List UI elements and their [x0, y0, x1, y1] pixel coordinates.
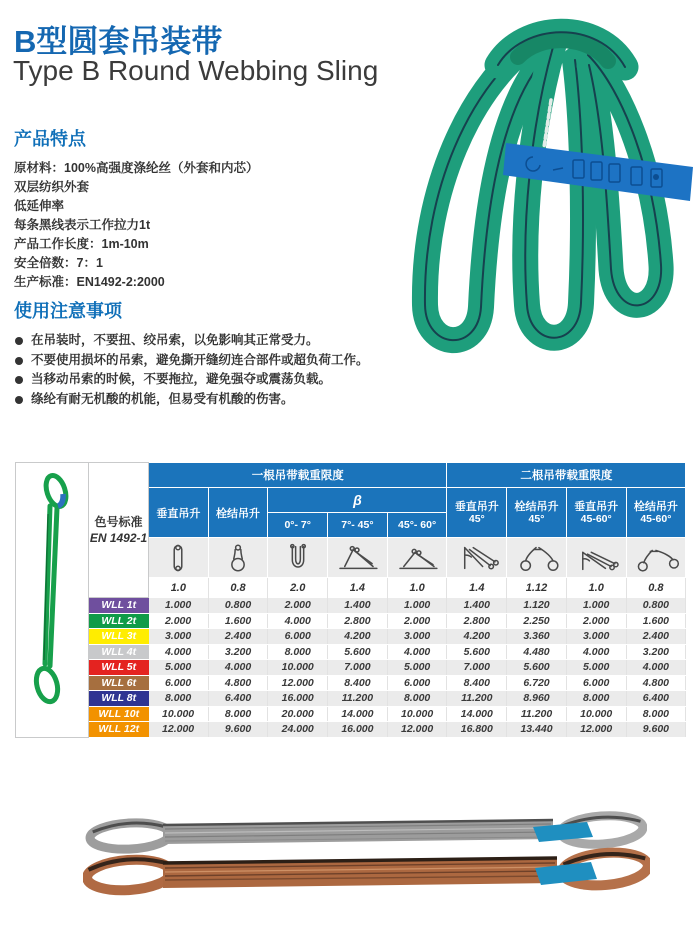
- value-cell: 11.200: [507, 706, 567, 722]
- value-cell: 14.000: [328, 706, 388, 722]
- value-cell: 10.000: [566, 706, 626, 722]
- value-cell: 4.000: [626, 660, 686, 676]
- value-cell: 1.400: [447, 598, 507, 614]
- wll-badge: WLL 3t: [89, 629, 149, 645]
- value-cell: 1.000: [387, 598, 447, 614]
- value-cell: 2.000: [149, 613, 209, 629]
- twoleg-sub: 45°: [468, 512, 485, 525]
- value-cell: 20.000: [268, 706, 328, 722]
- value-cell: 2.800: [447, 613, 507, 629]
- value-cell: 4.000: [149, 644, 209, 660]
- value-cell: 4.000: [208, 660, 268, 676]
- value-cell: 10.000: [149, 706, 209, 722]
- color-standard-cell: [89, 463, 149, 598]
- flat-sling-brown-image: [83, 845, 650, 899]
- value-cell: 2.800: [328, 613, 388, 629]
- basket-45-60-icon: [387, 538, 447, 578]
- col-header-choke: 栓结吊升: [208, 488, 268, 538]
- table-row: [16, 722, 686, 738]
- precaution-text: 当移动吊索的时候，不要拖拉，避免强夺或震荡负载。: [31, 372, 332, 386]
- value-cell: 5.000: [387, 660, 447, 676]
- value-cell: 12.000: [149, 722, 209, 738]
- value-cell: 2.000: [387, 613, 447, 629]
- table-row: [16, 598, 686, 614]
- value-cell: 11.200: [328, 691, 388, 707]
- value-cell: 3.200: [626, 644, 686, 660]
- value-cell: 3.000: [149, 629, 209, 645]
- value-cell: 6.000: [387, 675, 447, 691]
- value-cell: 7.000: [328, 660, 388, 676]
- bullet-icon: [15, 357, 23, 365]
- value-cell: 16.000: [268, 691, 328, 707]
- value-cell: 3.000: [387, 629, 447, 645]
- value-cell: 5.600: [447, 644, 507, 660]
- feature-item: 原材料：100%高强度涤纶丝（外套和内芯）: [14, 161, 259, 175]
- factor-cell: 1.12: [507, 578, 567, 598]
- value-cell: 10.000: [387, 706, 447, 722]
- value-cell: 16.800: [447, 722, 507, 738]
- color-standard-label: 色号标准: [94, 515, 143, 529]
- product-photo-image: [403, 5, 700, 403]
- value-cell: 1.120: [507, 598, 567, 614]
- twoleg-label: 垂直吊升: [454, 500, 499, 513]
- vertical-single-icon: [149, 538, 209, 578]
- value-cell: 3.000: [566, 629, 626, 645]
- table-row: [16, 706, 686, 722]
- wll-badge: WLL 10t: [89, 706, 149, 722]
- factor-cell: 1.0: [387, 578, 447, 598]
- value-cell: 4.480: [507, 644, 567, 660]
- value-cell: 2.000: [268, 598, 328, 614]
- table-row: [16, 675, 686, 691]
- value-cell: 2.000: [566, 613, 626, 629]
- value-cell: 2.400: [208, 629, 268, 645]
- precaution-item: [14, 390, 454, 410]
- bullet-icon: [15, 376, 23, 384]
- factor-cell: 1.4: [328, 578, 388, 598]
- value-cell: 4.200: [447, 629, 507, 645]
- blue-wrap: [58, 494, 63, 506]
- value-cell: 6.400: [208, 691, 268, 707]
- twoleg-label: 栓结吊升: [514, 500, 559, 513]
- value-cell: 8.000: [387, 691, 447, 707]
- two-leg-choke-45-icon: [507, 538, 567, 578]
- factor-cell: 2.0: [268, 578, 328, 598]
- value-cell: 4.000: [268, 613, 328, 629]
- basket-0-7-icon: [268, 538, 328, 578]
- twoleg-label: 垂直吊升: [574, 500, 619, 513]
- sling-diagram-cell: [16, 463, 89, 738]
- value-cell: 14.000: [447, 706, 507, 722]
- features-heading: 产品特点: [14, 129, 86, 149]
- angle-header-7-45: 7°- 45°: [328, 513, 388, 538]
- value-cell: 4.200: [328, 629, 388, 645]
- value-cell: 6.000: [566, 675, 626, 691]
- value-cell: 4.000: [566, 644, 626, 660]
- twoleg-label: 栓结吊升: [633, 500, 678, 513]
- value-cell: 8.960: [507, 691, 567, 707]
- twoleg-header-vertical-45-60: [566, 488, 626, 538]
- color-standard-value: EN 1492-1: [89, 531, 148, 545]
- precautions-section: [14, 297, 454, 409]
- value-cell: 8.000: [268, 644, 328, 660]
- precaution-text: 绦纶有耐无机酸的机能，但易受有机酸的伤害。: [31, 391, 294, 406]
- wll-badge: WLL 12t: [89, 722, 149, 738]
- value-cell: 5.000: [566, 660, 626, 676]
- value-cell: 5.600: [328, 644, 388, 660]
- value-cell: 4.800: [626, 675, 686, 691]
- value-cell: 3.360: [507, 629, 567, 645]
- value-cell: 5.000: [149, 660, 209, 676]
- wll-badge: WLL 5t: [89, 660, 149, 676]
- value-cell: 8.000: [208, 706, 268, 722]
- factor-cell: 0.8: [626, 578, 686, 598]
- spec-table: [15, 462, 686, 738]
- twoleg-header-choke-45-60: [626, 488, 686, 538]
- feature-item: 生产标准：EN1492-2:2000: [14, 275, 165, 289]
- table-row: [16, 660, 686, 676]
- precaution-text: 在吊装时，不要扭、绞吊索，以免影响其正常受力。: [31, 333, 319, 347]
- twoleg-sub: 45°: [528, 512, 545, 525]
- wll-badge: WLL 2t: [89, 613, 149, 629]
- angle-header-45-60: 45°- 60°: [387, 513, 447, 538]
- value-cell: 13.440: [507, 722, 567, 738]
- factor-cell: 1.4: [447, 578, 507, 598]
- beta-header: β: [268, 488, 447, 513]
- group-header-double: 二根吊带载重限度: [447, 463, 686, 488]
- value-cell: 4.000: [387, 644, 447, 660]
- wll-badge: WLL 6t: [89, 675, 149, 691]
- precaution-item: [14, 370, 454, 390]
- value-cell: 6.400: [626, 691, 686, 707]
- value-cell: 7.000: [447, 660, 507, 676]
- value-cell: 1.000: [149, 598, 209, 614]
- table-row: [16, 629, 686, 645]
- factor-cell: 1.0: [566, 578, 626, 598]
- angle-header-0-7: 0°- 7°: [268, 513, 328, 538]
- page-title-zh: B型圆套吊装带: [14, 24, 223, 59]
- value-cell: 12.000: [268, 675, 328, 691]
- table-row: [16, 691, 686, 707]
- feature-item: 低延伸率: [14, 199, 65, 213]
- value-cell: 1.600: [208, 613, 268, 629]
- wll-badge: WLL 8t: [89, 691, 149, 707]
- value-cell: 10.000: [268, 660, 328, 676]
- value-cell: 2.400: [626, 629, 686, 645]
- basket-7-45-icon: [328, 538, 388, 578]
- value-cell: 12.000: [387, 722, 447, 738]
- value-cell: 6.000: [268, 629, 328, 645]
- bullet-icon: [15, 396, 23, 404]
- value-cell: 24.000: [268, 722, 328, 738]
- features-section: [14, 125, 414, 292]
- value-cell: 2.250: [507, 613, 567, 629]
- value-cell: 1.400: [328, 598, 388, 614]
- sling-diagram-image: [17, 464, 88, 735]
- twoleg-header-choke-45: [507, 488, 567, 538]
- bullet-icon: [15, 337, 23, 345]
- value-cell: 5.600: [507, 660, 567, 676]
- value-cell: 8.000: [626, 706, 686, 722]
- feature-item: 双层纺织外套: [14, 180, 90, 194]
- table-row: [16, 613, 686, 629]
- value-cell: 1.000: [566, 598, 626, 614]
- twoleg-header-vertical-45: [447, 488, 507, 538]
- precautions-heading: 使用注意事项: [14, 301, 122, 321]
- value-cell: 6.000: [149, 675, 209, 691]
- choke-hitch-icon: [208, 538, 268, 578]
- two-leg-choke-45-60-icon: [626, 538, 686, 578]
- value-cell: 8.400: [447, 675, 507, 691]
- value-cell: 8.000: [566, 691, 626, 707]
- precaution-text: 不要使用损坏的吊索，避免撕开缝纫连合部件或超负荷工作。: [31, 352, 369, 367]
- group-header-single: 一根吊带载重限度: [149, 463, 447, 488]
- precaution-item: [14, 331, 454, 351]
- value-cell: 11.200: [447, 691, 507, 707]
- wll-badge: WLL 4t: [89, 644, 149, 660]
- value-cell: 9.600: [626, 722, 686, 738]
- two-leg-vertical-45-icon: [447, 538, 507, 578]
- col-header-vertical: 垂直吊升: [149, 488, 209, 538]
- value-cell: 4.800: [208, 675, 268, 691]
- precaution-item: [14, 351, 454, 371]
- value-cell: 16.000: [328, 722, 388, 738]
- value-cell: 6.720: [507, 675, 567, 691]
- value-cell: 1.600: [626, 613, 686, 629]
- twoleg-sub: 45-60°: [580, 512, 612, 525]
- feature-item: 安全倍数：7：1: [14, 256, 103, 270]
- wll-badge: WLL 1t: [89, 598, 149, 614]
- value-cell: 0.800: [626, 598, 686, 614]
- feature-item: 产品工作长度：1m-10m: [14, 237, 149, 251]
- two-leg-vertical-45-60-icon: [566, 538, 626, 578]
- value-cell: 3.200: [208, 644, 268, 660]
- feature-item: 每条黑线表示工作拉力1t: [14, 218, 151, 232]
- value-cell: 8.000: [149, 691, 209, 707]
- page-title-en: Type B Round Webbing Sling: [13, 55, 379, 86]
- value-cell: 9.600: [208, 722, 268, 738]
- value-cell: 12.000: [566, 722, 626, 738]
- factor-cell: 0.8: [208, 578, 268, 598]
- twoleg-sub: 45-60°: [640, 512, 672, 525]
- value-cell: 0.800: [208, 598, 268, 614]
- value-cell: 8.400: [328, 675, 388, 691]
- table-row: [16, 644, 686, 660]
- factor-cell: 1.0: [149, 578, 209, 598]
